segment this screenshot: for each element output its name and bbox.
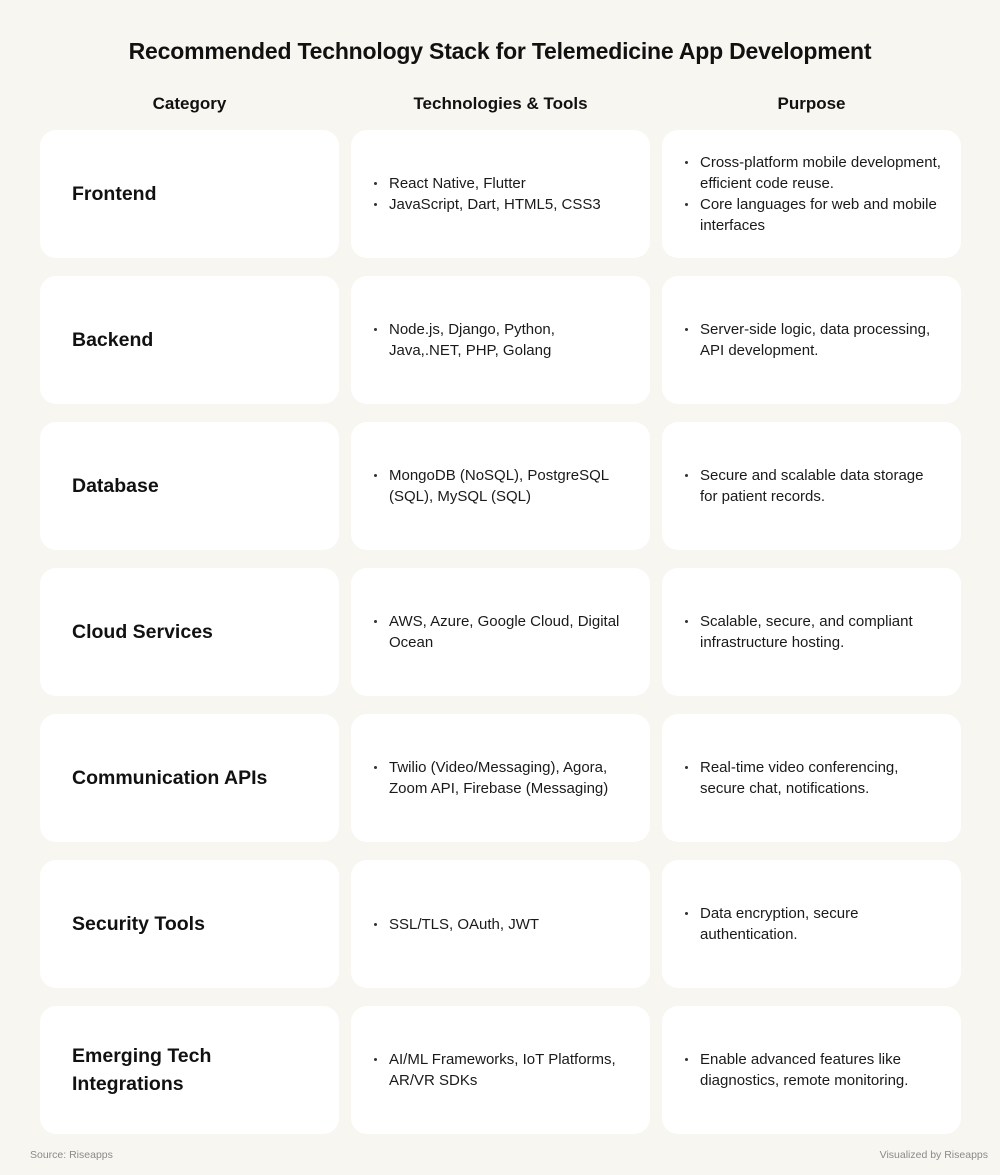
technology-item: Twilio (Video/Messaging), Agora, Zoom API, Firebase (Messaging) bbox=[389, 757, 630, 799]
category-card bbox=[40, 130, 339, 258]
table-row bbox=[40, 276, 960, 404]
category-card bbox=[40, 714, 339, 842]
technology-item: Node.js, Django, Python, Java,.NET, PHP, Golang bbox=[389, 319, 630, 361]
category-label: Security Tools bbox=[72, 913, 205, 935]
technology-card bbox=[351, 860, 650, 988]
category-card bbox=[40, 860, 339, 988]
purpose-item: Real-time video conferencing, secure chat, notifications. bbox=[700, 757, 943, 799]
technology-card bbox=[351, 1006, 650, 1134]
visualized-note: Visualized by Riseapps bbox=[879, 1149, 988, 1161]
purpose-item: Server-side logic, data processing, API development. bbox=[700, 319, 943, 361]
technology-card bbox=[351, 568, 650, 696]
category-card bbox=[40, 1006, 339, 1134]
technology-list bbox=[389, 319, 630, 361]
category-label: Frontend bbox=[72, 183, 157, 205]
category-label: Communication APIs bbox=[72, 767, 268, 789]
table-row bbox=[40, 568, 960, 696]
technology-list bbox=[389, 173, 601, 215]
technology-item: MongoDB (NoSQL), PostgreSQL (SQL), MySQL (SQL) bbox=[389, 465, 630, 507]
technology-card bbox=[351, 276, 650, 404]
purpose-list bbox=[700, 611, 943, 653]
table-row bbox=[40, 422, 960, 550]
purpose-list bbox=[700, 903, 943, 945]
header-purpose: Purpose bbox=[777, 94, 846, 113]
category-label: Emerging Tech Integrations bbox=[72, 1045, 212, 1095]
category-label: Database bbox=[72, 475, 159, 497]
purpose-item: Enable advanced features like diagnostics, remote monitoring. bbox=[700, 1049, 943, 1091]
category-label: Cloud Services bbox=[72, 621, 213, 643]
technology-item: React Native, Flutter bbox=[389, 173, 601, 194]
table-row bbox=[40, 130, 960, 258]
table-row bbox=[40, 1006, 960, 1134]
header-category: Category bbox=[152, 94, 227, 113]
source-note: Source: Riseapps bbox=[30, 1149, 113, 1161]
purpose-list bbox=[700, 1049, 943, 1091]
technology-list bbox=[389, 465, 630, 507]
technology-list bbox=[389, 914, 539, 935]
purpose-list bbox=[700, 465, 943, 507]
category-card bbox=[40, 568, 339, 696]
purpose-item: Data encryption, secure authentication. bbox=[700, 903, 943, 945]
category-card bbox=[40, 276, 339, 404]
purpose-card bbox=[662, 568, 961, 696]
technology-card bbox=[351, 714, 650, 842]
technology-item: AWS, Azure, Google Cloud, Digital Ocean bbox=[389, 611, 630, 653]
purpose-item: Scalable, secure, and compliant infrastructure hosting. bbox=[700, 611, 943, 653]
purpose-list bbox=[700, 319, 943, 361]
table-row bbox=[40, 714, 960, 842]
table-row bbox=[40, 860, 960, 988]
column-headers bbox=[40, 94, 960, 118]
page-title: Recommended Technology Stack for Telemedicine App Development bbox=[128, 38, 872, 64]
purpose-item: Secure and scalable data storage for patient records. bbox=[700, 465, 943, 507]
technology-list bbox=[389, 757, 630, 799]
stack-table bbox=[40, 130, 960, 1152]
header-technologies: Technologies & Tools bbox=[413, 94, 588, 113]
purpose-list bbox=[700, 757, 943, 799]
purpose-card bbox=[662, 1006, 961, 1134]
category-card bbox=[40, 422, 339, 550]
technology-list bbox=[389, 1049, 630, 1091]
technology-item: AI/ML Frameworks, IoT Platforms, AR/VR SDKs bbox=[389, 1049, 630, 1091]
technology-list bbox=[389, 611, 630, 653]
technology-item: JavaScript, Dart, HTML5, CSS3 bbox=[389, 196, 601, 213]
purpose-item: Core languages for web and mobile interfaces bbox=[700, 194, 943, 236]
purpose-card bbox=[662, 714, 961, 842]
technology-item: SSL/TLS, OAuth, JWT bbox=[389, 915, 540, 933]
technology-card bbox=[351, 422, 650, 550]
category-label: Backend bbox=[72, 329, 154, 351]
technology-card bbox=[351, 130, 650, 258]
purpose-card bbox=[662, 276, 961, 404]
purpose-card bbox=[662, 130, 961, 258]
purpose-item: Cross-platform mobile development, efficient code reuse. bbox=[700, 152, 943, 194]
purpose-card bbox=[662, 422, 961, 550]
purpose-list bbox=[700, 152, 943, 236]
purpose-card bbox=[662, 860, 961, 988]
